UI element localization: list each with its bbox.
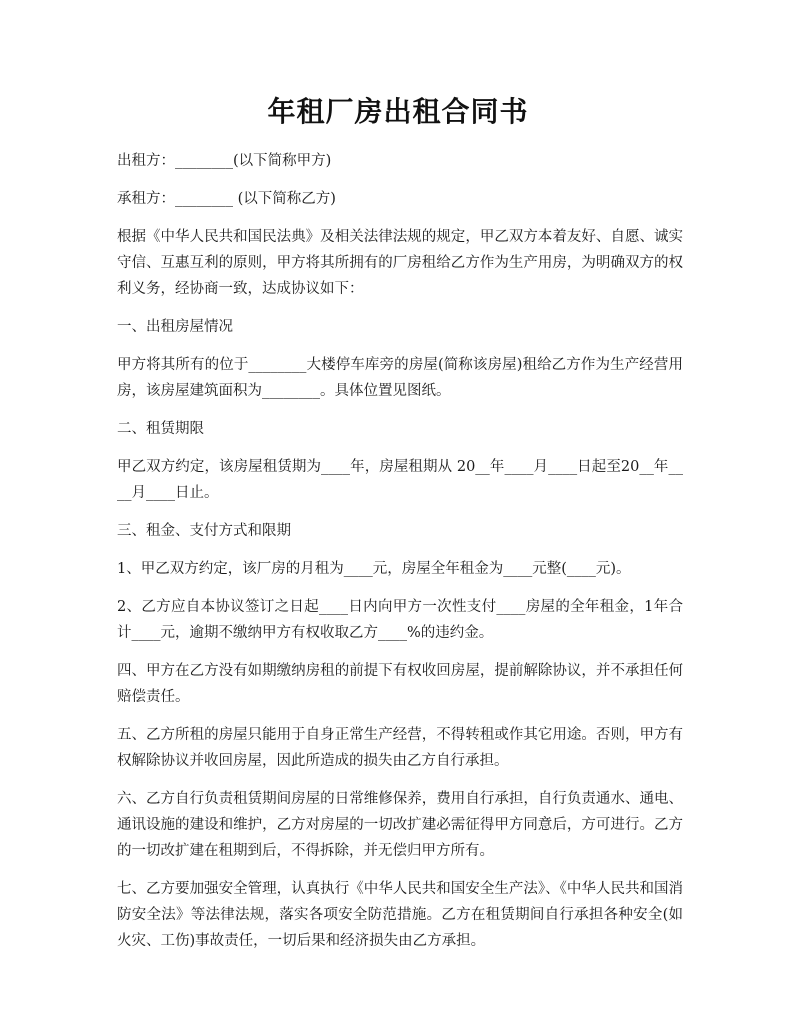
paragraph-lessor: 出租方：________(以下简称甲方) — [117, 153, 332, 169]
clause-6: 六、乙方自行负责租赁期间房屋的日常维修保养，费用自行承担，自行负责通水、通电、通讯设施的建设和维护，乙方对房屋的一切改扩建必需征得甲方同意后，方可进行。乙方的一切改扩建在租期到后，不得拆除，并无偿归甲方所有。 — [117, 791, 683, 859]
paragraph-rent-2: 2、乙方应自本协议签订之日起____日内向甲方一次性支付____房屋的全年租金，1年合计____元，逾期不缴纳甲方有权收取乙方____%的违约金。 — [117, 599, 683, 641]
clause-4: 四、甲方在乙方没有如期缴纳房租的前提下有权收回房屋，提前解除协议，并不承担任何赔偿责任。 — [117, 663, 683, 705]
paragraph-preamble: 根据《中华人民共和国民法典》及相关法律法规的规定，甲乙双方本着友好、自愿、诚实守信、互惠互利的原则，甲方将其所拥有的厂房租给乙方作为生产用房，为明确双方的权利义务，经协商一致，达成协议如下： — [117, 229, 683, 297]
document-body — [117, 148, 683, 966]
section-heading-3: 三、租金、支付方式和限期 — [117, 523, 291, 539]
paragraph-lessee: 承租方：________ (以下简称乙方) — [117, 191, 336, 207]
document-title: 年租厂房出租合同书 — [267, 95, 529, 128]
paragraph-rent-1: 1、甲乙双方约定，该厂房的月租为____元，房屋全年租金为____元整(____元)。 — [117, 561, 631, 577]
section-heading-2: 二、租赁期限 — [117, 421, 204, 437]
clause-7: 七、乙方要加强安全管理，认真执行《中华人民共和国安全生产法》、《中华人民共和国消防安全法》等法律法规，落实各项安全防范措施。乙方在租赁期间自行承担各种安全(如火灾、工伤)事故责任，一切后果和经济损失由乙方承担。 — [117, 881, 683, 949]
paragraph-term: 甲乙双方约定，该房屋租赁期为____年，房屋租期从 20__年____月____日起至20__年____月____日止。 — [117, 459, 683, 501]
clause-5: 五、乙方所租的房屋只能用于自身正常生产经营，不得转租或作其它用途。否则，甲方有权解除协议并收回房屋，因此所造成的损失由乙方自行承担。 — [117, 727, 683, 769]
paragraph-premises: 甲方将其所有的位于________大楼停车库旁的房屋(简称该房屋)租给乙方作为生产经营用房，该房屋建筑面积为________。具体位置见图纸。 — [117, 357, 683, 399]
section-heading-1: 一、出租房屋情况 — [117, 319, 233, 335]
